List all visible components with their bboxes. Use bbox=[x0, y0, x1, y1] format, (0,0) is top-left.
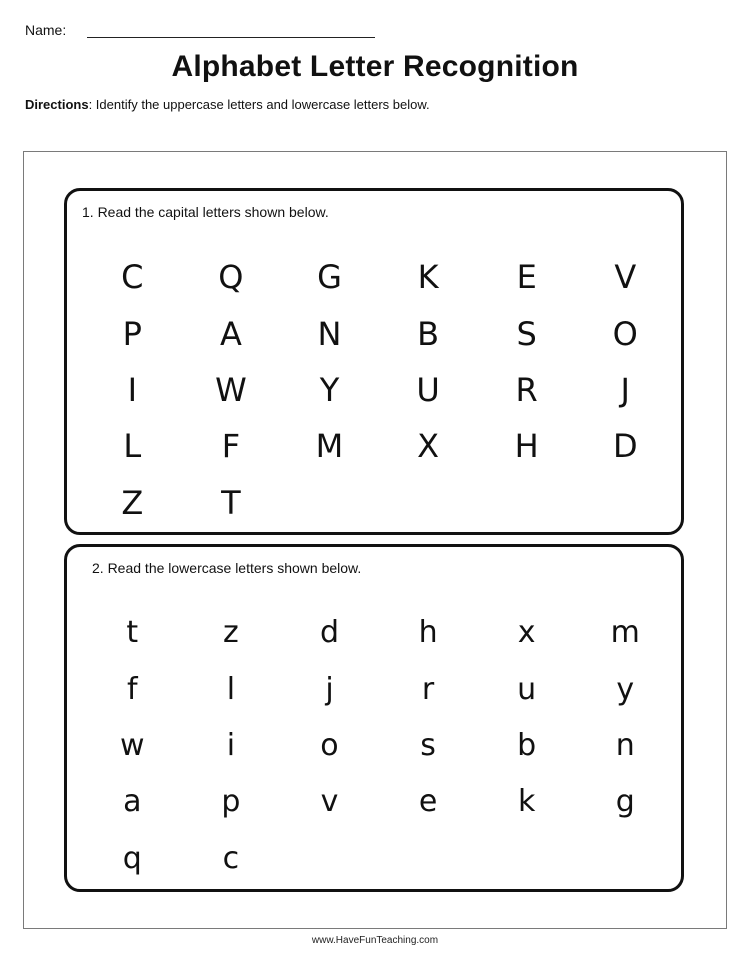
lowercase-letter: o bbox=[320, 727, 339, 763]
capital-letter: B bbox=[417, 314, 440, 353]
capital-letter: L bbox=[123, 427, 142, 466]
name-label: Name: bbox=[25, 22, 67, 38]
lowercase-letters-panel bbox=[64, 544, 684, 892]
capital-letter: F bbox=[221, 427, 241, 466]
lowercase-letter: m bbox=[610, 615, 640, 651]
capital-letter: P bbox=[122, 314, 142, 353]
lowercase-letter: f bbox=[127, 671, 138, 707]
capital-letters-prompt: 1. Read the capital letters shown below. bbox=[82, 204, 329, 220]
capital-letter: Z bbox=[121, 483, 144, 522]
capital-letter: S bbox=[516, 314, 537, 353]
capital-letter: I bbox=[127, 370, 138, 409]
lowercase-letter: d bbox=[319, 615, 339, 651]
lowercase-letter: t bbox=[126, 615, 139, 651]
lowercase-letter: k bbox=[517, 784, 536, 820]
lowercase-letter: v bbox=[320, 784, 339, 820]
lowercase-letter: y bbox=[616, 671, 635, 707]
capital-letter: V bbox=[614, 258, 637, 297]
worksheet-title: Alphabet Letter Recognition bbox=[171, 50, 579, 83]
lowercase-letter: a bbox=[123, 784, 142, 820]
lowercase-letter: c bbox=[222, 840, 240, 876]
capital-letter: C bbox=[121, 258, 144, 297]
capital-letter: G bbox=[317, 258, 342, 297]
capital-letter: K bbox=[417, 258, 439, 297]
lowercase-letter: b bbox=[517, 727, 537, 763]
lowercase-letter: i bbox=[226, 727, 236, 763]
name-blank-line[interactable] bbox=[87, 37, 375, 38]
capital-letter: R bbox=[515, 370, 538, 409]
lowercase-letter: l bbox=[226, 671, 236, 707]
lowercase-letter: p bbox=[221, 784, 241, 820]
capital-letter: Q bbox=[218, 258, 244, 297]
lowercase-letter: n bbox=[615, 727, 635, 763]
lowercase-letter: h bbox=[418, 615, 438, 651]
lowercase-letter: q bbox=[122, 840, 142, 876]
capital-letter: Y bbox=[319, 370, 340, 409]
capital-letter: O bbox=[612, 314, 638, 353]
capital-letter: U bbox=[416, 370, 440, 409]
capital-letter: M bbox=[315, 427, 344, 466]
capital-letter: W bbox=[215, 370, 247, 409]
lowercase-letter: e bbox=[418, 784, 438, 820]
directions-text: : Identify the uppercase letters and lowercase letters below. bbox=[88, 97, 430, 112]
lowercase-letter: x bbox=[517, 615, 536, 651]
capital-letter: H bbox=[514, 427, 539, 466]
capital-letter: N bbox=[317, 314, 342, 353]
directions-label: Directions bbox=[25, 97, 89, 112]
lowercase-letter: g bbox=[615, 784, 635, 820]
lowercase-letter: j bbox=[325, 671, 334, 707]
capital-letters-grid bbox=[83, 249, 675, 531]
capital-letter: J bbox=[620, 370, 630, 409]
capital-letters-panel bbox=[64, 188, 684, 535]
capital-letter: X bbox=[417, 427, 440, 466]
capital-letter: A bbox=[219, 314, 242, 353]
lowercase-letter: s bbox=[420, 727, 436, 763]
lowercase-letter: w bbox=[120, 727, 145, 763]
lowercase-letter: u bbox=[517, 671, 537, 707]
lowercase-letter: r bbox=[421, 671, 435, 707]
capital-letter: D bbox=[612, 427, 638, 466]
lowercase-letters-prompt: 2. Read the lowercase letters shown below. bbox=[92, 560, 362, 576]
capital-letter: T bbox=[221, 483, 241, 522]
directions bbox=[25, 97, 430, 112]
lowercase-letter: z bbox=[223, 615, 239, 651]
lowercase-letters-grid bbox=[83, 605, 675, 887]
footer-url: www.HaveFunTeaching.com bbox=[311, 935, 439, 946]
capital-letter: E bbox=[516, 258, 537, 297]
